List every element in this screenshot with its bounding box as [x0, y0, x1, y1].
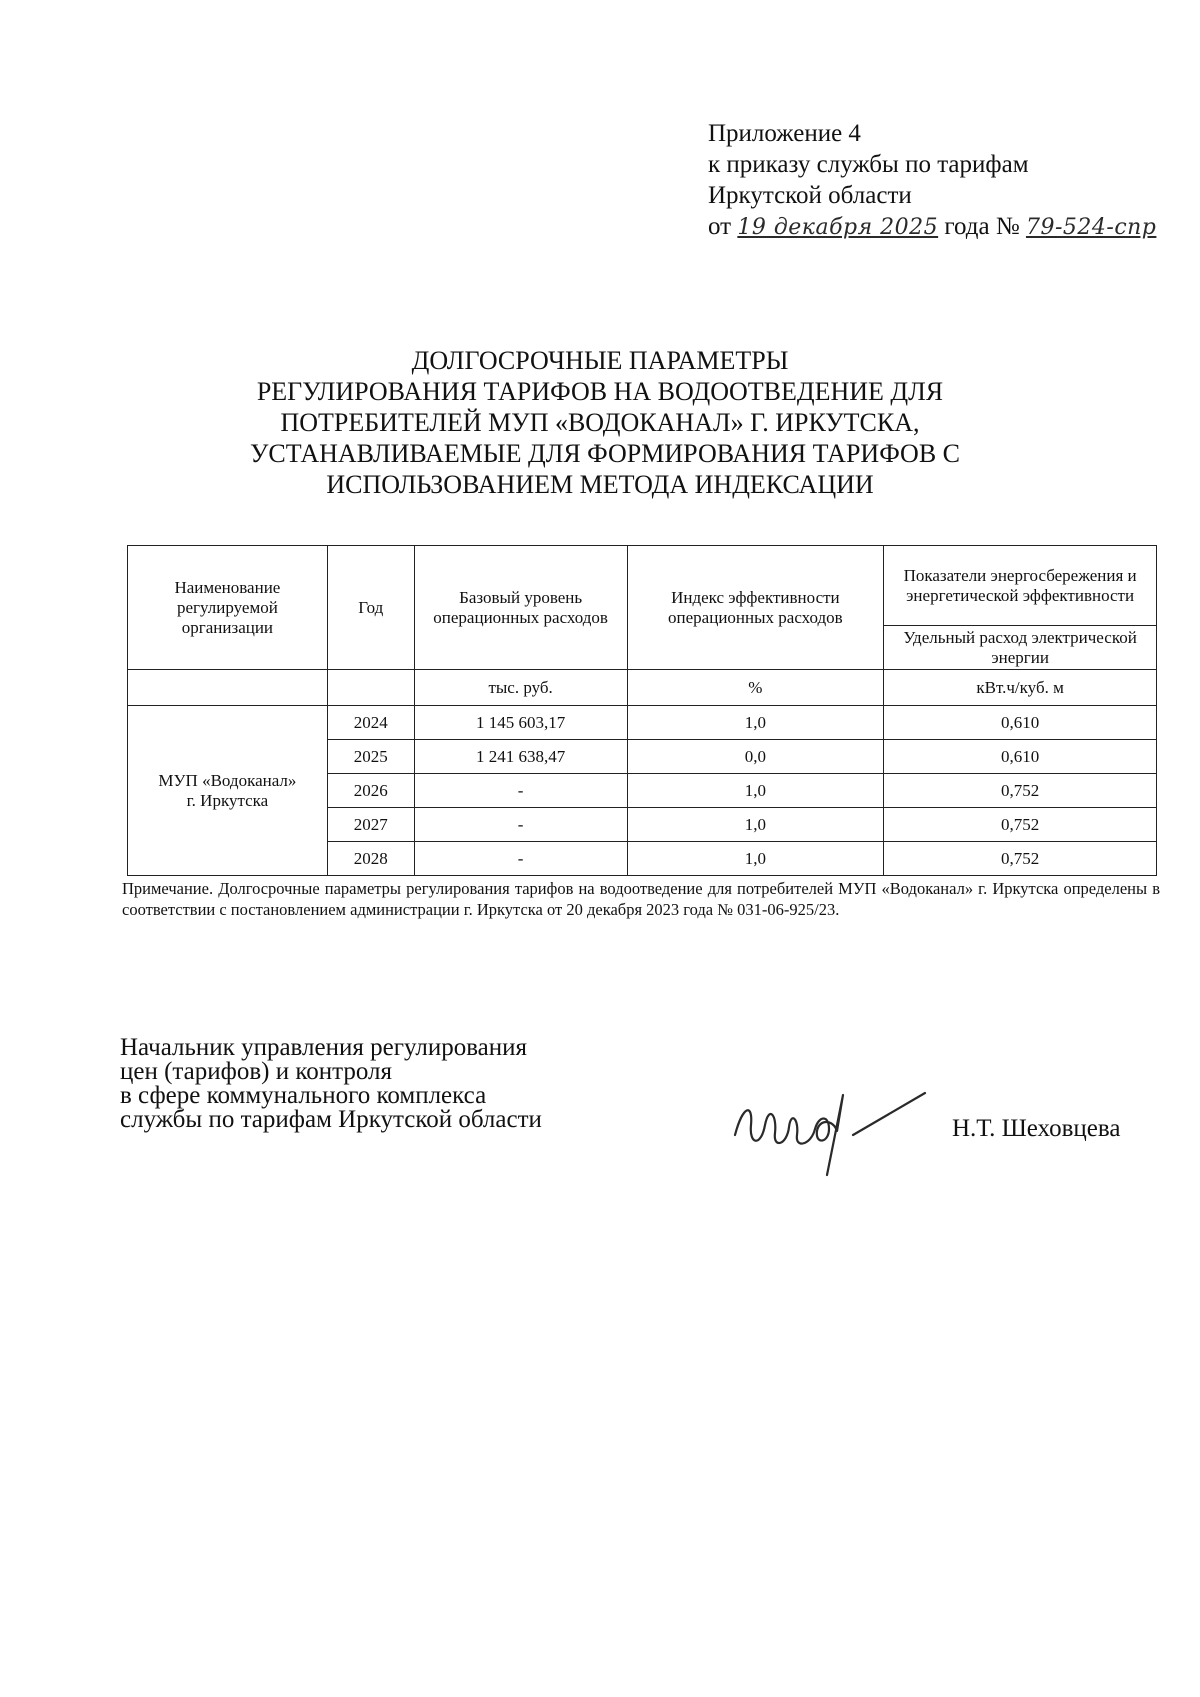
units-index: %: [627, 670, 884, 706]
org-name-line: МУП «Водоканал»: [158, 770, 297, 790]
appendix-middle: года №: [944, 213, 1020, 240]
appendix-prefix: от: [708, 213, 732, 240]
document-title: [250, 345, 961, 500]
appendix-line-2: к приказу службы по тарифам: [708, 151, 1029, 178]
appendix-line-1: Приложение 4: [708, 120, 861, 147]
signer-line: службы по тарифам Иркутской области: [120, 1106, 542, 1133]
title-line: ПОТРЕБИТЕЛЕЙ МУП «ВОДОКАНАЛ» Г. ИРКУТСКА,: [280, 408, 920, 437]
header-org: Наименование регулируемой организации: [128, 546, 328, 670]
header-year: Год: [327, 546, 414, 670]
cell-year: 2025: [327, 740, 414, 774]
cell-year: 2024: [327, 706, 414, 740]
cell-base: -: [414, 842, 627, 876]
handwritten-number: 79-524-спр: [1025, 215, 1157, 240]
handwritten-signature: [725, 1075, 945, 1185]
cell-energy: 0,752: [884, 774, 1157, 808]
table-header-row: [128, 546, 1157, 626]
cell-year: 2026: [327, 774, 414, 808]
cell-energy: 0,752: [884, 842, 1157, 876]
cell-energy: 0,610: [884, 740, 1157, 774]
parameters-table: [127, 545, 1157, 876]
title-line: ИСПОЛЬЗОВАНИЕМ МЕТОДА ИНДЕКСАЦИИ: [326, 470, 874, 499]
table-row: [128, 706, 1157, 740]
title-line: ДОЛГОСРОЧНЫЕ ПАРАМЕТРЫ: [411, 346, 789, 375]
cell-year: 2028: [327, 842, 414, 876]
title-line: УСТАНАВЛИВАЕМЫЕ ДЛЯ ФОРМИРОВАНИЯ ТАРИФОВ С: [250, 439, 961, 468]
signer-position: [120, 1036, 542, 1132]
cell-base: 1 241 638,47: [414, 740, 627, 774]
cell-base: 1 145 603,17: [414, 706, 627, 740]
signer-line: в сфере коммунального комплекса: [120, 1082, 487, 1109]
units-empty-org: [128, 670, 328, 706]
cell-index: 1,0: [627, 774, 884, 808]
cell-index: 1,0: [627, 842, 884, 876]
org-name-line: г. Иркутска: [186, 790, 269, 810]
appendix-line-4: [708, 211, 1156, 243]
units-base: тыс. руб.: [414, 670, 627, 706]
cell-energy: 0,610: [884, 706, 1157, 740]
header-energy-group: Показатели энергосбережения и энергетической эффективности: [884, 546, 1157, 626]
cell-base: -: [414, 808, 627, 842]
cell-base: -: [414, 774, 627, 808]
units-empty-year: [327, 670, 414, 706]
appendix-header: [708, 118, 1156, 243]
header-index: Индекс эффективности операционных расходов: [627, 546, 884, 670]
cell-year: 2027: [327, 808, 414, 842]
signer-line: цен (тарифов) и контроля: [120, 1058, 392, 1085]
signer-name: Н.Т. Шеховцева: [952, 1115, 1121, 1142]
signer-line: Начальник управления регулирования: [120, 1034, 528, 1061]
handwritten-date: 19 декабря 2025: [737, 215, 939, 240]
units-energy: кВт.ч/куб. м: [884, 670, 1157, 706]
note-text: Примечание. Долгосрочные параметры регулирования тарифов на водоотведение для потребителей МУП «Водоканал» г. Иркутска определены в соответствии с постановлением администрации г. Иркутска от 20 декабря 2023 года № 031-06-925/23.: [122, 879, 1160, 919]
title-line: РЕГУЛИРОВАНИЯ ТАРИФОВ НА ВОДООТВЕДЕНИЕ ДЛЯ: [256, 377, 944, 406]
header-base: Базовый уровень операционных расходов: [414, 546, 627, 670]
table-units-row: [128, 670, 1157, 706]
cell-index: 1,0: [627, 706, 884, 740]
cell-energy: 0,752: [884, 808, 1157, 842]
cell-index: 0,0: [627, 740, 884, 774]
header-energy: Удельный расход электрической энергии: [884, 626, 1157, 670]
cell-index: 1,0: [627, 808, 884, 842]
org-name-cell: [128, 706, 328, 876]
appendix-line-3: Иркутской области: [708, 182, 912, 209]
